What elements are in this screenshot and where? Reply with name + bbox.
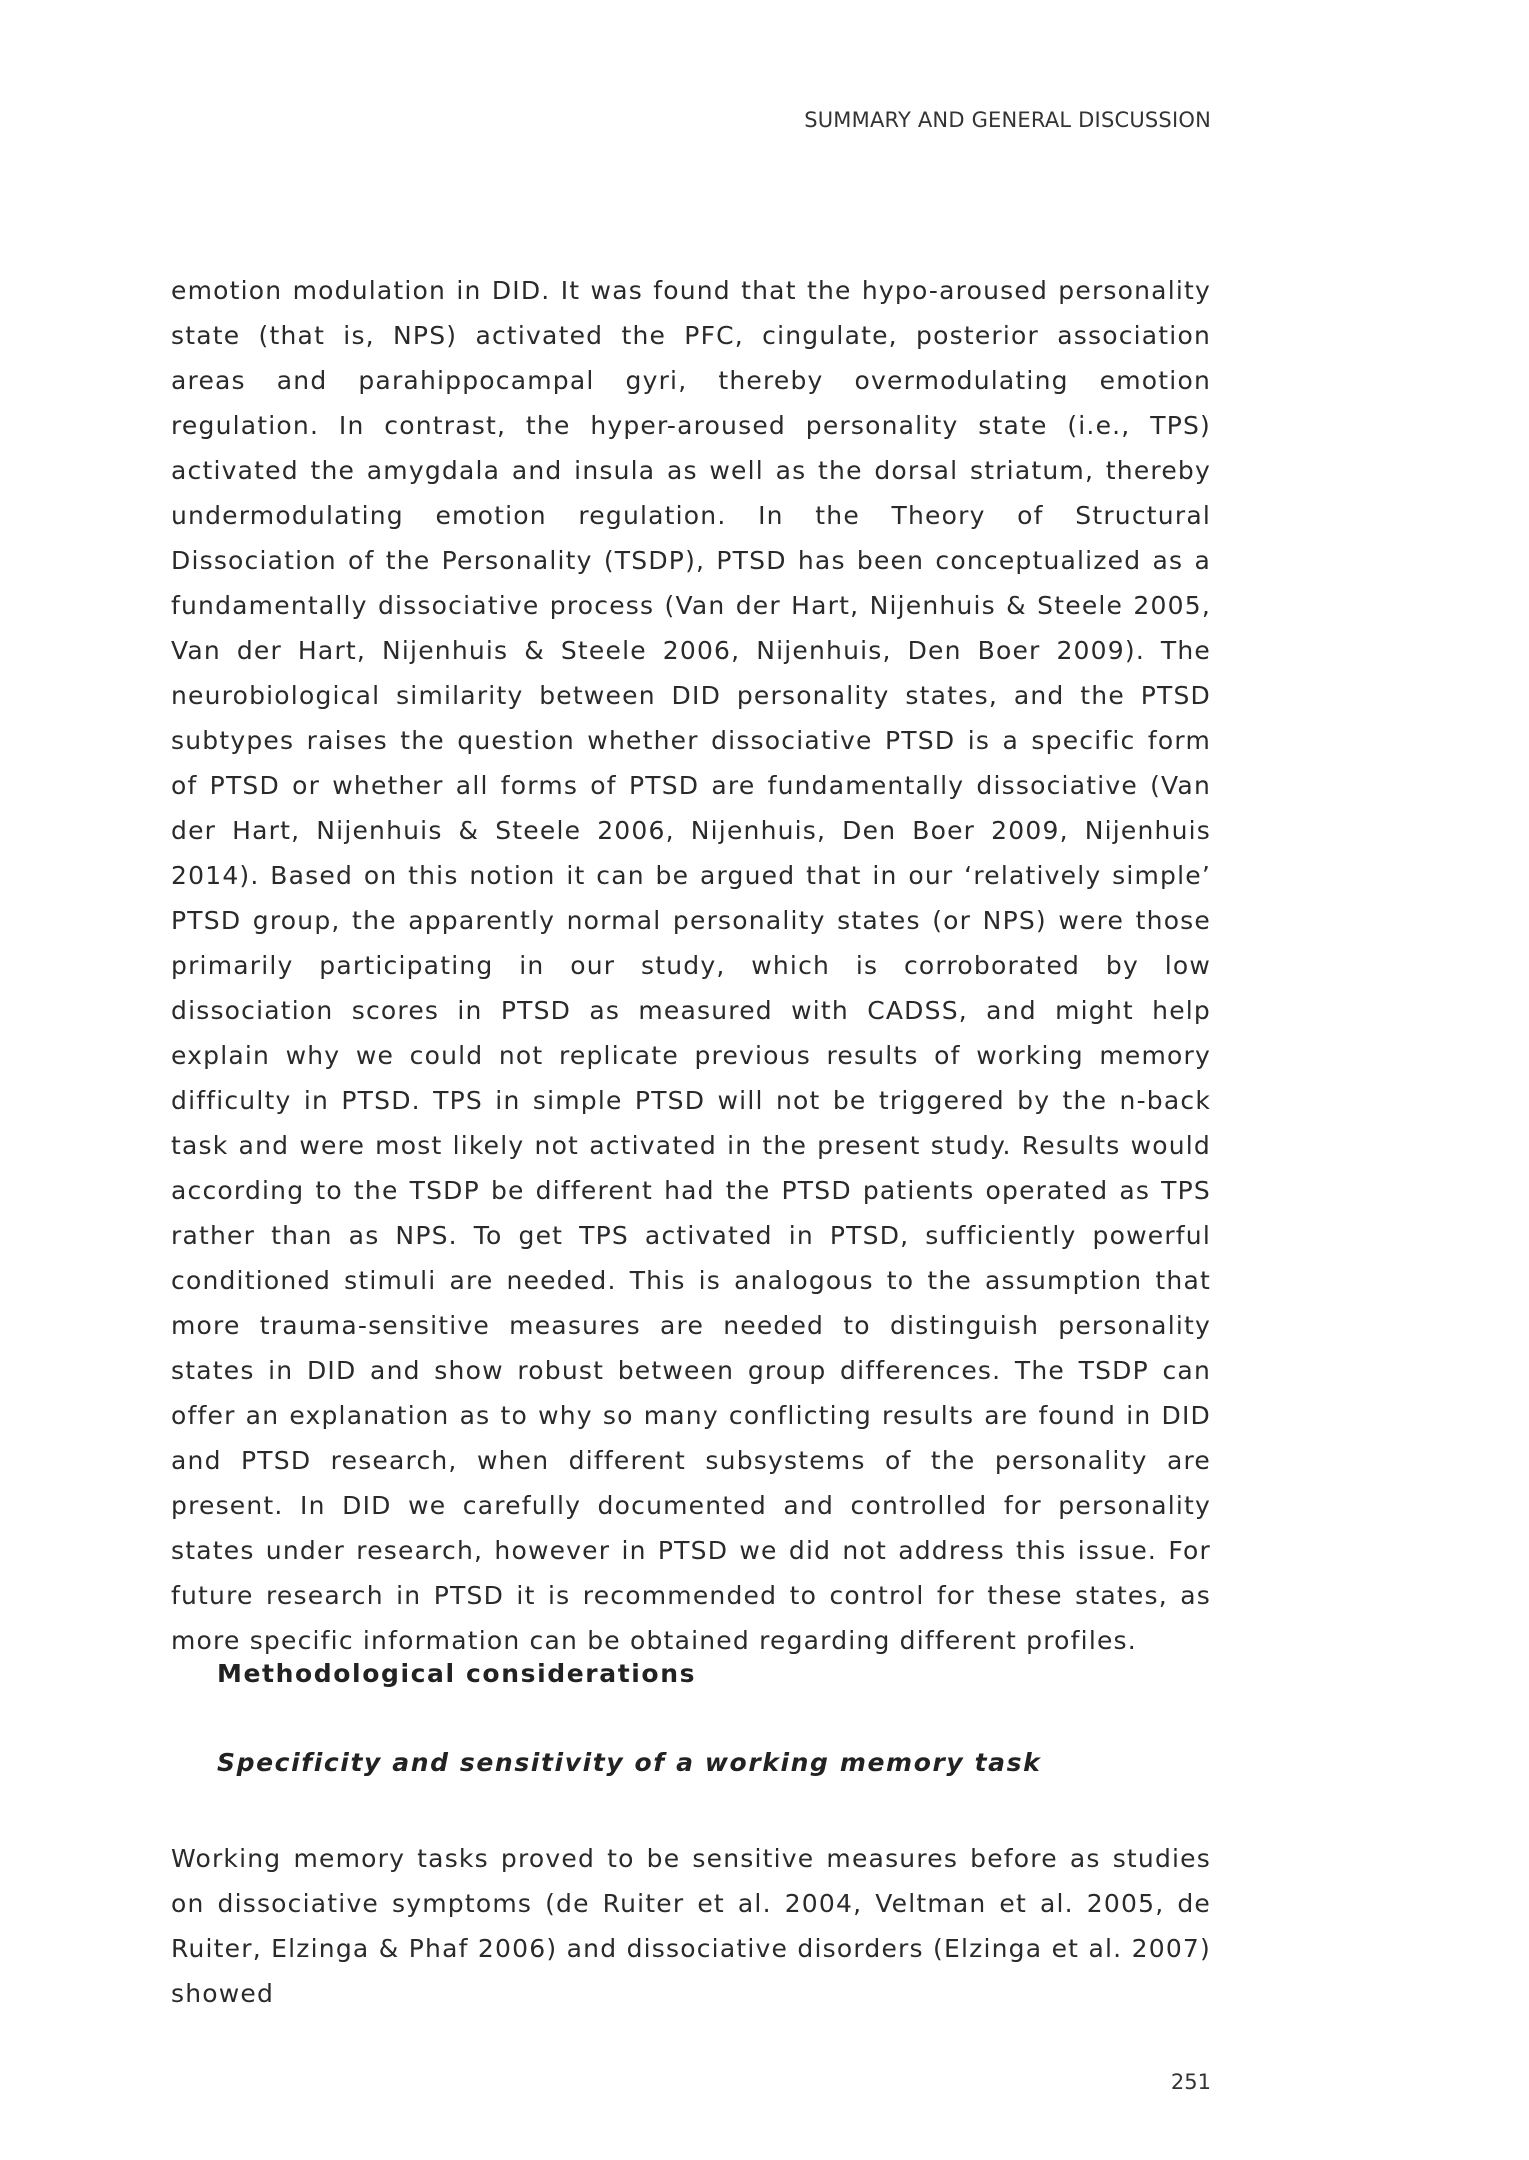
paragraph: Working memory tasks proved to be sensitive measures before as studies on dissociative symptoms (de Ruiter et al. 2004, Veltman et al. 2005, de Ruiter, Elzinga & Phaf 2006) and dissociative disorders (Elzinga et al. 2007) showed [171, 1844, 1211, 2008]
body-text [171, 268, 1211, 1663]
running-header: SUMMARY AND GENERAL DISCUSSION [804, 108, 1211, 132]
section-heading: Methodological considerations [217, 1659, 697, 1688]
page-number: 251 [1170, 2070, 1211, 2094]
paragraph: emotion modulation in DID. It was found that the hypo-aroused personality state (that is, NPS) activated the PFC, cingulate, posterior association areas and parahippocampal gyri, thereby overmodulating emotion regulation. In contrast, the hyper-aroused personality state (i.e., TPS) activated the amygdala and insula as well as the dorsal striatum, thereby undermodulating emotion regulation. In the Theory of Structural Dissociation of the Personality (TSDP), PTSD has been conceptualized as a fundamentally dissociative process (Van der Hart, Nijenhuis & Steele 2005, Van der Hart, Nijenhuis & Steele 2006, Nijenhuis, Den Boer 2009). The neurobiological similarity between DID personality states, and the PTSD subtypes raises the question whether dissociative PTSD is a specific form of PTSD or whether all forms of PTSD are fundamentally dissociative (Van der Hart, Nijenhuis & Steele 2006, Nijenhuis, Den Boer 2009, Nijenhuis 2014). Based on this notion it can be argued that in our ‘relatively simple’ PTSD group, the apparently normal personality states (or NPS) were those primarily participating in our study, which is corroborated by low dissociation scores in PTSD as measured with CADSS, and might help explain why we could not replicate previous results of working memory difficulty in PTSD. TPS in simple PTSD will not be triggered by the n-back task and were most likely not activated in the present study. Results would according to the TSDP be different had the PTSD patients operated as TPS rather than as NPS. To get TPS activated in PTSD, sufficiently powerful conditioned stimuli are needed. This is analogous to the assumption that more trauma-sensitive measures are needed to distinguish personality states in DID and show robust between group differences. The TSDP can offer an explanation as to why so many conflicting results are found in DID and PTSD research, when different subsystems of the personality are present. In DID we carefully documented and controlled for personality states under research, however in PTSD we did not address this issue. For future research in PTSD it is recommended to control for these states, as more specific information can be obtained regarding different profiles. [171, 276, 1211, 1655]
body-text-continued [171, 1836, 1211, 2016]
subsection-heading: Specificity and sensitivity of a working memory task [217, 1748, 1042, 1777]
